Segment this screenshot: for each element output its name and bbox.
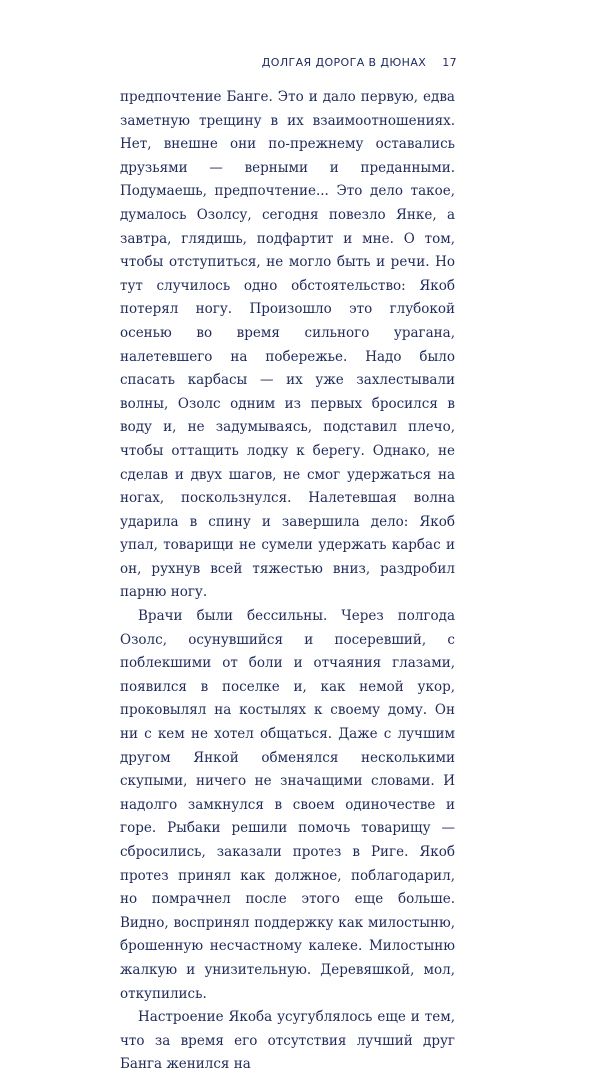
paragraph-2: Врачи были бессильны. Через полгода Озолс, осунувшийся и посеревший, с поблекшими от боли и отчаяния глазами, появился в поселке и, как немой укор, проковылял на костылях к своему дому. Он ни с кем не хотел общаться. Даже с лучшим другом Янкой обменялся несколькими скупыми, ничего не значащими словами. И надолго замкнулся в своем одиночестве и горе. Рыбаки решили помочь товарищу — сбросились, заказали протез в Риге. Якоб протез принял как должное, поблагодарил, но помрачнел после этого еще больше. Видно, воспринял поддержку как милостыню, брошенную несчастному калеке. Милостыню жалкую и унизительную. Деревяшкой, мол, откупились. xyxy=(120,608,455,1002)
page-number: 17 xyxy=(442,56,457,69)
running-header xyxy=(0,56,457,69)
paragraph-3: Настроение Якоба усугублялось еще и тем, что за время его отсутствия лучший друг Банга женился на xyxy=(120,1009,455,1073)
chapter-title: ДОЛГАЯ ДОРОГА В ДЮНАХ xyxy=(261,56,427,69)
paragraph-1: предпочтение Банге. Это и дало первую, едва заметную трещину в их взаимоотношениях. Нет, внешне они по-прежнему оставались друзьями — верными и преданными. Подумаешь, предпочтение... Это дело такое, думалось Озолсу, сегодня повезло Янке, а завтра, глядишь, подфартит и мне. О том, чтобы отступиться, не могло быть и речи. Но тут случилось одно обстоятельство: Якоб потерял ногу. Произошло это глубокой осенью во время сильного урагана, налетевшего на побережье. Надо было спасать карбасы — их уже захлестывали волны, Озолс одним из первых бросился в воду и, не задумываясь, подставил плечо, чтобы оттащить лодку к берегу. Однако, не сделав и двух шагов, не смог удержаться на ногах, поскользнулся. Налетевшая волна ударила в спину и завершила дело: Якоб упал, товарищи не сумели удержать карбас и он, рухнув всей тяжестью вниз, раздробил парню ногу. xyxy=(120,89,455,601)
body-text xyxy=(120,86,455,1077)
